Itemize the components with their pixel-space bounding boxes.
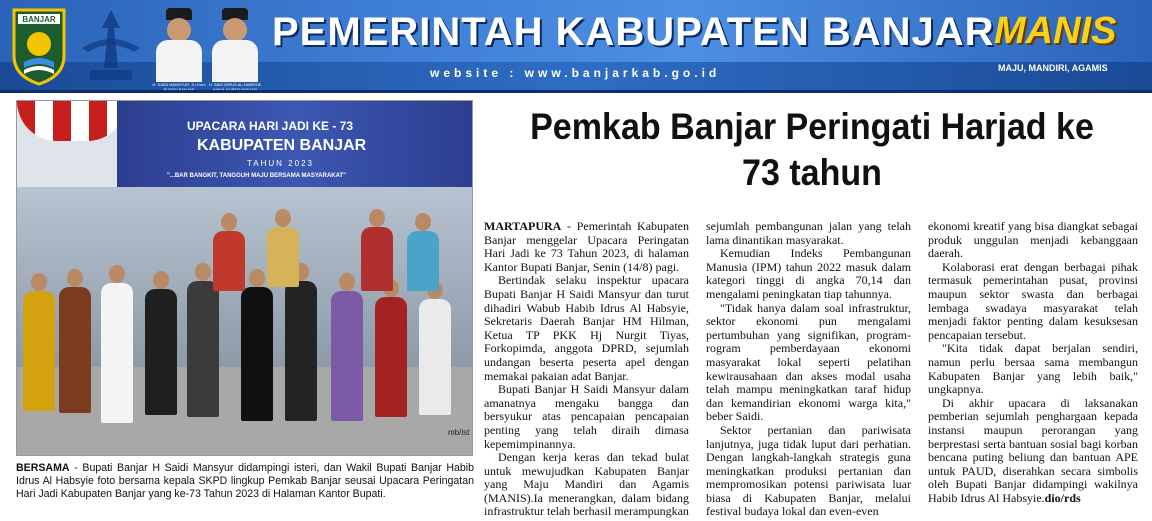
backdrop-line1: UPACARA HARI JADI KE - 73 (187, 119, 354, 133)
article-paragraph: Kolaborasi erat dengan berbagai pihak termasuk pemerintahan pusat, provinsi maupun sektor swasta dan berbagai lembaga swadaya masyarakat telah menjadi faktor penting dalam kesuksesan pencapaian tersebut. (928, 259, 1138, 342)
article-paragraph: ekonomi kreatif yang bisa diangkat sebagai produk unggulan menjadi kebanggaan daerah. (928, 219, 1138, 261)
person-figure (59, 287, 91, 413)
caption-text: - Bupati Banjar H Saidi Mansyur didampingi isteri, dan Wakil Bupati Banjar Habib Idrus Al Habsyie foto bersama kepala SKPD lingkup Pemkab Banjar seusai Upacara Peringatan Hari Jadi Kabupaten Banjar yang ke-73 Tahun 2023 di Halaman Kantor Bupati. (16, 462, 474, 500)
person-figure (361, 227, 393, 291)
dateline: MARTAPURA (484, 219, 562, 233)
article-paragraph: "Kita tidak dapat berjalan sendiri, namun perlu bersaa sama membangun Kabupaten Banjar yang lebih baik," ungkapnya. (928, 341, 1138, 397)
article-paragraph: Dengan kerja keras dan tekad bulat untuk mewujudkan Kabupaten Banjar yang Maju Mandiri dan Agamis (MANIS).Ia menerangkan, dalam bidang infrastruktur telah berhasil merampungkan (484, 450, 689, 519)
logo-text: BANJAR (22, 15, 56, 24)
article-paragraph: Bertindak selaku inspektur upacara Bupati Banjar H Saidi Mansyur dan turut dihadiri Wabub Habib Idrus Al Habsyie, Sekretaris Daerah Banjar HM Hilman, Ketua TP PKK Hj Nurgit Tiyas, Forkopimda, anggota DPRD, sejumlah undangan beserta peserta apel dengan memakai pakaian adat Banjar. (484, 273, 689, 383)
article-paragraph: sejumlah pembangunan jalan yang telah lama dinantikan masyarakat. (706, 219, 911, 247)
official1-name: H. SAIDI MANSYUR, S.I.Kom BUPATI BANJAR (152, 82, 206, 92)
person-figure (267, 227, 299, 287)
person-figure (375, 297, 407, 417)
flag-drape (17, 101, 127, 141)
article-paragraph: Di akhir upacara di laksanakan pemberian sejumlah penghargaan kepada instansi maupun perorangan yang berprestasi serta bantuan sosial bagi korban bencana puting beliung dan bantuan APE untuk PAUD, diserahkan secara simbolis oleh Bupati Banjar didampingi wakilnya Habib Idrus Al Habsyie.dio/rds (928, 395, 1138, 505)
backdrop-line3: TAHUN 2023 (247, 159, 314, 168)
article-column-1 (484, 220, 689, 519)
backdrop-line2: KABUPATEN BANJAR (197, 137, 367, 154)
photo-credit: mb/ist (448, 428, 470, 437)
signoff: dio/rds (1044, 490, 1081, 505)
official-regent-portrait (152, 8, 206, 92)
brand-manis: MANIS (994, 10, 1117, 52)
person-figure (23, 291, 55, 411)
person-figure (331, 291, 363, 421)
ceremony-photo (16, 100, 473, 456)
article-paragraph: Bupati Banjar H Saidi Mansyur dalam amanatnya mengaku bangga dan bersyukur atas pencapaian pencapaian penting yang telah diraih dimasa kepemimpinannya. (484, 382, 689, 451)
website-url[interactable]: website : www.banjarkab.go.id (430, 66, 721, 80)
masthead-title: PEMERINTAH KABUPATEN BANJAR (272, 10, 995, 54)
tower-emblem-icon (76, 8, 146, 86)
article-paragraph: Kemudian Indeks Pembangunan Manusia (IPM) tahun 2022 masuk dalam kategori tinggi di angka 70,14 dan mengalami peningkatan tiap tahunnya. (706, 246, 911, 301)
official2-name: H. SAID IDRUS AL-HABSYIE WAKIL BUPATI BANJAR (208, 82, 262, 92)
official-vice-regent-portrait (208, 8, 262, 92)
banjar-regency-logo (10, 6, 68, 86)
article-paragraph: MARTAPURA - Pemerintah Kabupaten Banjar menggelar Upacara Peringatan Hari Jadi ke 73 Tahun 2023, di halaman Kantor Bupati Banjar, Senin (14/8) pagi. (484, 219, 689, 274)
person-figure (241, 287, 273, 421)
article-column-2 (706, 220, 911, 519)
article-headline: Pemkab Banjar Peringati Harjad ke 73 tahun (530, 106, 1094, 193)
backdrop-line4: "...BAR BANGKIT, TANGGUH MAJU BERSAMA MASYARAKAT" (167, 173, 347, 179)
person-figure (419, 299, 451, 415)
person-figure (213, 231, 245, 291)
person-figure (187, 281, 219, 417)
article-column-3 (928, 220, 1138, 505)
article-paragraph: Sektor pertanian dan pariwisata lanjutnya, juga tidak luput dari perhatian. Dengan langkah-langkah strategis guna meningkatkan produksi pertanian dan mempromosikan potensi pariwisata luar biasa di Kabupaten Banjar, melalui festival budaya lokal dan even-even (706, 422, 911, 519)
person-figure (145, 289, 177, 415)
person-figure (285, 281, 317, 421)
person-figure (101, 283, 133, 423)
caption-lead: BERSAMA (16, 462, 70, 474)
article-paragraph: "Tidak hanya dalam soal infrastruktur, sektor ekonomi pun mengalami pertumbuhan yang signifikan, program-rogram pemberdayaan ekonomi masyarakat lokal seperti pelatihan kewirausahaan dan akses modal usaha telah mampu meningkatkan taraf hidup dan kemandirian ekonomi warga kita," beber Saidi. (706, 300, 911, 424)
brand-tagline: MAJU, MANDIRI, AGAMIS (998, 63, 1108, 73)
person-figure (407, 231, 439, 291)
header-banner (0, 0, 1152, 93)
photo-caption (16, 462, 474, 501)
